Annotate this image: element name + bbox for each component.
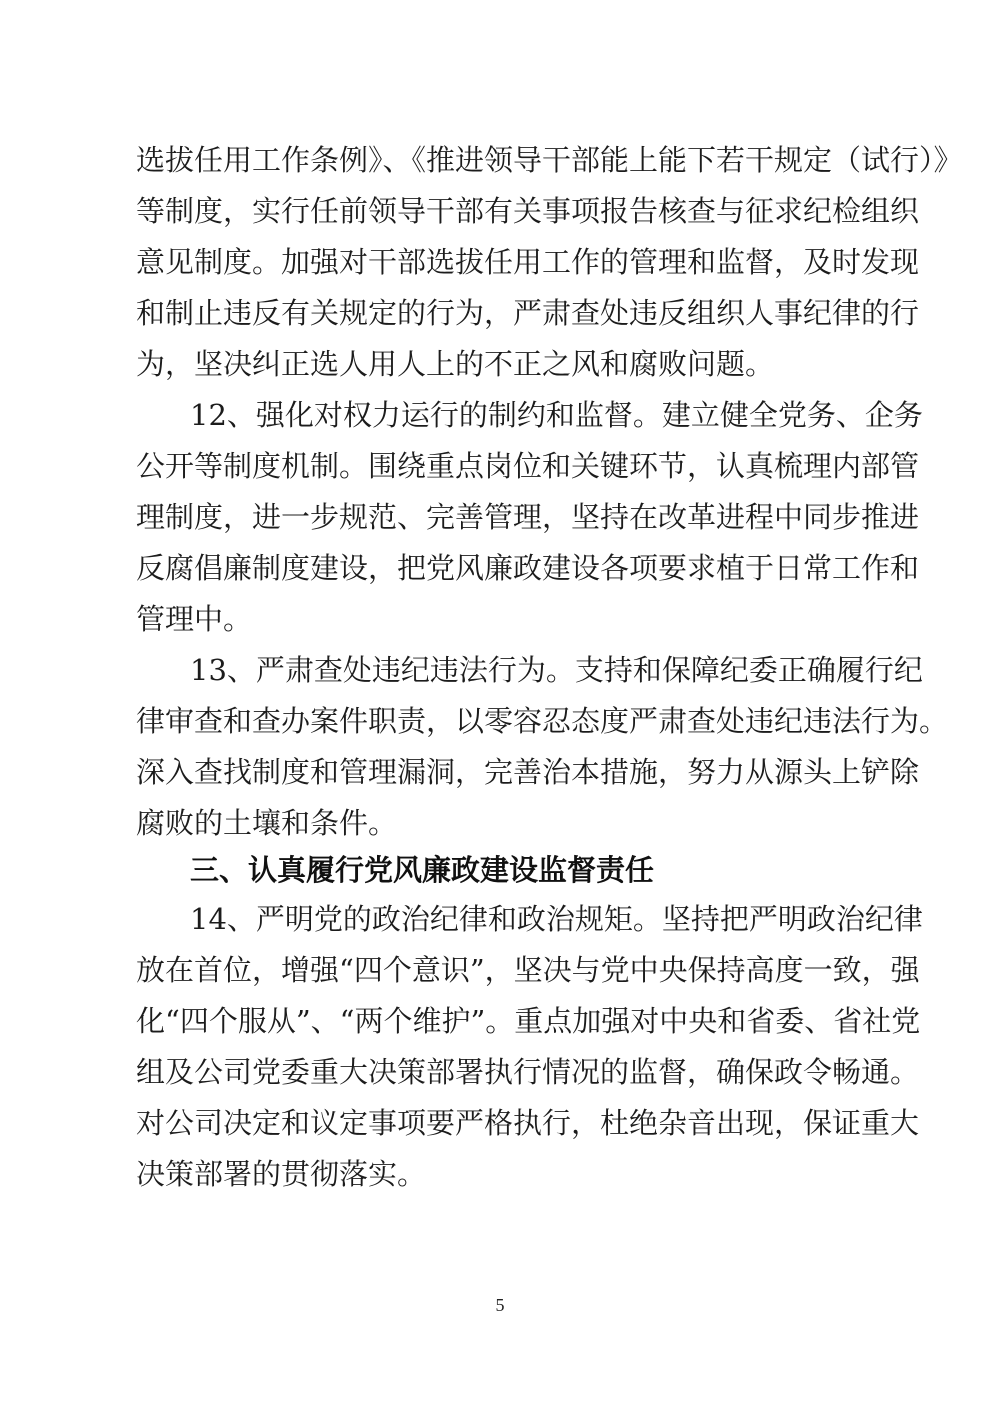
text-line-1: 选拔任用工作条例》、《推进领导干部能上能下若干规定（试行）》: [136, 143, 963, 177]
paragraph-12-line-3: 理制度，进一步规范、完善管理，坚持在改革进程中同步推进: [136, 500, 920, 534]
paragraph-13-line-1: 13、严肃查处违纪违法行为。支持和保障纪委正确履行纪: [190, 653, 923, 687]
page-number: 5: [495, 1295, 505, 1315]
paragraph-12-line-2: 公开等制度机制。围绕重点岗位和关键环节，认真梳理内部管: [136, 449, 920, 483]
section-heading: 三、认真履行党风廉政建设监督责任: [190, 853, 655, 887]
text-line-4: 和制止违反有关规定的行为，严肃查处违反组织人事纪律的行: [136, 296, 920, 330]
paragraph-13-line-2: 律审查和查办案件职责，以零容忍态度严肃查处违纪违法行为。: [136, 704, 949, 738]
paragraph-14-line-6: 决策部署的贯彻落实。: [136, 1157, 427, 1191]
paragraph-14-line-3: 化“四个服从”、“两个维护”。重点加强对中央和省委、省社党: [136, 1004, 921, 1038]
paragraph-14-line-5: 对公司决定和议定事项要严格执行，杜绝杂音出现，保证重大: [136, 1106, 920, 1140]
paragraph-13-line-3: 深入查找制度和管理漏洞，完善治本措施，努力从源头上铲除: [136, 755, 920, 789]
paragraph-14-line-2: 放在首位，增强“四个意识”，坚决与党中央保持高度一致，强: [136, 953, 920, 987]
text-line-2: 等制度，实行任前领导干部有关事项报告核查与征求纪检组织: [136, 194, 920, 228]
paragraph-13-line-4: 腐败的土壤和条件。: [136, 806, 398, 840]
text-line-3: 意见制度。加强对干部选拔任用工作的管理和监督，及时发现: [136, 245, 920, 279]
paragraph-12-line-1: 12、强化对权力运行的制约和监督。建立健全党务、企务: [190, 398, 923, 432]
paragraph-12-line-5: 管理中。: [136, 602, 253, 636]
paragraph-14-line-1: 14、严明党的政治纪律和政治规矩。坚持把严明政治纪律: [190, 902, 923, 936]
paragraph-14-line-4: 组及公司党委重大决策部署执行情况的监督，确保政令畅通。: [136, 1055, 920, 1089]
paragraph-12-line-4: 反腐倡廉制度建设，把党风廉政建设各项要求植于日常工作和: [136, 551, 920, 585]
text-line-5: 为，坚决纠正选人用人上的不正之风和腐败问题。: [136, 347, 775, 381]
